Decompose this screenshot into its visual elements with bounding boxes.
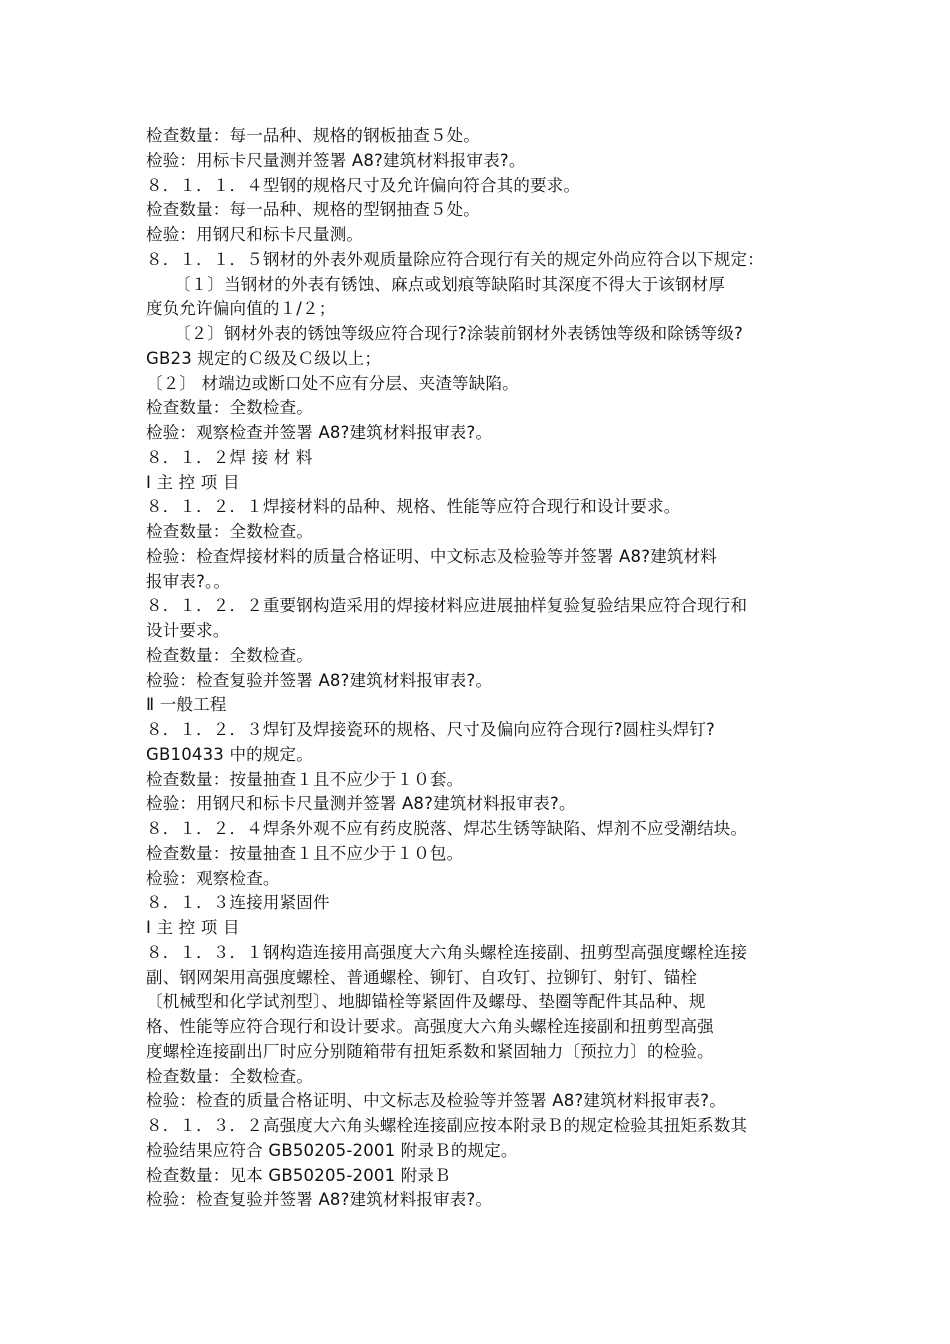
list-item: 〔１〕当钢材的外表有锈蚀、麻点或划痕等缺陷时其深度不得大于该钢材厚 [174,274,726,294]
text-line: 检验：用钢尺和标卡尺量测。 [146,225,364,244]
clause-heading: ８．１．１．５钢材的外表外观质量除应符合现行有关的规定外尚应符合以下规定： [146,249,764,269]
text-line: 检验：观察检查并签署 A8?建筑材料报审表?。 [146,423,493,442]
document-body [146,124,826,1213]
text-line: 度负允许偏向值的１/２； [146,299,336,319]
clause-heading: ８．１．３．１钢构造连接用高强度大六角头螺栓连接副、扭剪型高强度螺栓连接 [146,942,748,962]
text-line: 检查数量：全数检查。 [146,645,313,665]
text-line: 格、性能等应符合现行和设计要求。高强度大六角头螺栓连接副和扭剪型高强 [146,1017,714,1036]
text-line: 设计要求。 [146,621,230,640]
section-heading: ８．１．３连接用紧固件 [146,893,330,913]
subsection-heading: Ⅰ 主 控 项 目 [146,918,240,937]
text-line: 检查数量：按量抽查１且不应少于１０包。 [146,843,464,863]
text-line: 检验：用标卡尺量测并签署 A8?建筑材料报审表?。 [146,150,526,170]
text-line: 检验：检查复验并签署 A8?建筑材料报审表?。 [146,1190,493,1210]
text-line: 检查数量：按量抽查１且不应少于１０套。 [146,769,464,789]
text-line: 度螺栓连接副出厂时应分别随箱带有扭矩系数和紧固轴力〔预拉力〕的检验。 [146,1041,714,1061]
text-line: 检验：检查焊接材料的质量合格证明、中文标志及检验等并签署 A8?建筑材料 [146,546,717,566]
list-item: 〔２〕 材端边或断口处不应有分层、夹渣等缺陷。 [146,373,519,393]
text-line: 报审表?。。 [146,571,231,591]
text-line: 检查数量：全数检查。 [146,1066,313,1086]
clause-heading: ８．１．２．１焊接材料的品种、规格、性能等应符合现行和设计要求。 [146,497,681,517]
list-item: 〔２〕钢材外表的锈蚀等级应符合现行?涂装前钢材外表锈蚀等级和除锈等级? [174,324,744,343]
clause-heading: ８．１．１．４型钢的规格尺寸及允许偏向符合其的要求。 [146,175,581,195]
text-line: 副、钢网架用高强度螺栓、普通螺栓、铆钉、自攻钉、拉铆钉、射钉、锚栓 [146,967,698,987]
text-line: 检验：用钢尺和标卡尺量测并签署 A8?建筑材料报审表?。 [146,794,576,814]
text-line: 检验：检查的质量合格证明、中文标志及检验等并签署 A8?建筑材料报审表?。 [146,1091,726,1111]
text-line: 检查数量：见本 GB50205-2001 附录Ｂ [146,1165,451,1185]
clause-heading: ８．１．３．２高强度大六角头螺栓连接副应按本附录Ｂ的规定检验其扭矩系数其 [146,1116,748,1135]
clause-heading: ８．１．２．４焊条外观不应有药皮脱落、焊芯生锈等缺陷、焊剂不应受潮结块。 [146,819,748,838]
text-line: GB23 规定的Ｃ级及Ｃ级以上； [146,348,382,368]
text-line: GB10433 中的规定。 [146,744,313,764]
text-line: 检查数量：每一品种、规格的钢板抽查５处。 [146,126,480,145]
text-line: 检验：观察检查。 [146,868,280,888]
clause-heading: ８．１．２．３焊钉及焊接瓷环的规格、尺寸及偏向应符合现行?圆柱头焊钉? [146,720,716,739]
text-line: 检查数量：全数检查。 [146,398,313,418]
text-line: 检验：检查复验并签署 A8?建筑材料报审表?。 [146,670,493,690]
subsection-heading: Ⅱ 一般工程 [146,695,227,715]
section-heading: ８．１．２焊 接 材 料 [146,447,313,467]
text-line: 检验结果应符合 GB50205-2001 附录Ｂ的规定。 [146,1140,518,1160]
subsection-heading: Ⅰ 主 控 项 目 [146,472,240,492]
text-line: 检查数量：全数检查。 [146,522,313,541]
clause-heading: ８．１．２．２重要钢构造采用的焊接材料应进展抽样复验复验结果应符合现行和 [146,596,748,616]
text-line: 检查数量：每一品种、规格的型钢抽查５处。 [146,200,480,220]
text-line: 〔机械型和化学试剂型〕、地脚锚栓等紧固件及螺母、垫圈等配件其品种、规 [146,992,706,1012]
